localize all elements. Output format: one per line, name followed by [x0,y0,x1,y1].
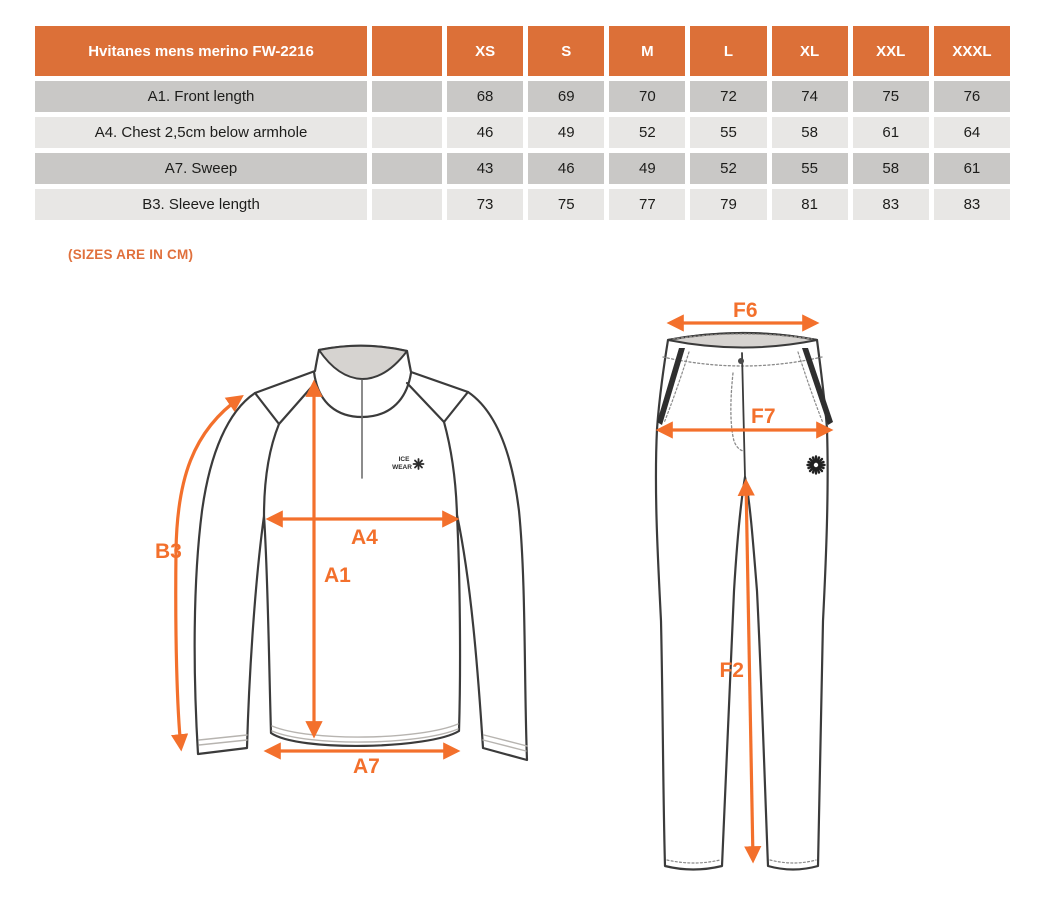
size-table-header-row [35,26,1010,76]
size-cell: 72 [690,81,766,112]
size-cell: 55 [690,117,766,148]
size-cell: 55 [772,153,848,184]
logo-text-line1: ICE [398,456,410,463]
pants-diagram [656,333,833,870]
size-cell: 49 [528,117,604,148]
size-header-xxxl: XXXL [934,26,1010,76]
shirt-silhouette [195,346,527,760]
size-cell: 64 [934,117,1010,148]
table-row [35,189,1010,220]
shirt-diagram [195,346,527,760]
size-header-m: M [609,26,685,76]
size-table [30,21,1015,225]
table-row [35,117,1010,148]
size-cell: 70 [609,81,685,112]
size-cell: 61 [853,117,929,148]
dimension-label-a4: A4 [351,526,378,549]
size-cell: 52 [609,117,685,148]
dimension-label-a1: A1 [324,564,351,587]
snowflake-icon [414,459,424,469]
size-cell: 58 [853,153,929,184]
sizes-note: (SIZES ARE IN CM) [68,247,194,262]
measurement-label: A1. Front length [35,81,367,112]
size-cell: 75 [528,189,604,220]
table-row [35,81,1010,112]
size-cell: 49 [609,153,685,184]
size-cell: 79 [690,189,766,220]
size-cell: 75 [853,81,929,112]
pants-silhouette [656,333,828,870]
size-cell: 43 [447,153,523,184]
size-cell: 76 [934,81,1010,112]
measurement-label: B3. Sleeve length [35,189,367,220]
size-cell: 73 [447,189,523,220]
table-title: Hvitanes mens merino FW-2216 [35,26,367,76]
size-cell: 74 [772,81,848,112]
size-cell: 61 [934,153,1010,184]
dimension-label-a7: A7 [353,755,380,778]
size-cell: 69 [528,81,604,112]
size-cell: 58 [772,117,848,148]
spacer-header-cell [372,26,442,76]
size-cell: 77 [609,189,685,220]
size-cell: 68 [447,81,523,112]
size-cell: 46 [447,117,523,148]
size-header-xxl: XXL [853,26,929,76]
measurement-label: A7. Sweep [35,153,367,184]
snowflake-icon [808,457,825,474]
size-cell: 83 [853,189,929,220]
table-row [35,153,1010,184]
measurement-label: A4. Chest 2,5cm below armhole [35,117,367,148]
size-header-xs: XS [447,26,523,76]
spacer-cell [372,153,442,184]
spacer-cell [372,189,442,220]
spacer-cell [372,117,442,148]
size-cell: 52 [690,153,766,184]
dimension-label-f6: F6 [733,299,758,322]
pants-button [738,358,744,364]
size-header-xl: XL [772,26,848,76]
logo-text-line2: WEAR [392,464,412,471]
spacer-cell [372,81,442,112]
dimension-label-f7: F7 [751,405,776,428]
size-cell: 46 [528,153,604,184]
size-cell: 83 [934,189,1010,220]
dimension-label-f2: F2 [719,659,744,682]
size-header-l: L [690,26,766,76]
size-cell: 81 [772,189,848,220]
measurement-diagram [0,289,1040,915]
size-header-s: S [528,26,604,76]
dimension-label-b3: B3 [155,540,182,563]
